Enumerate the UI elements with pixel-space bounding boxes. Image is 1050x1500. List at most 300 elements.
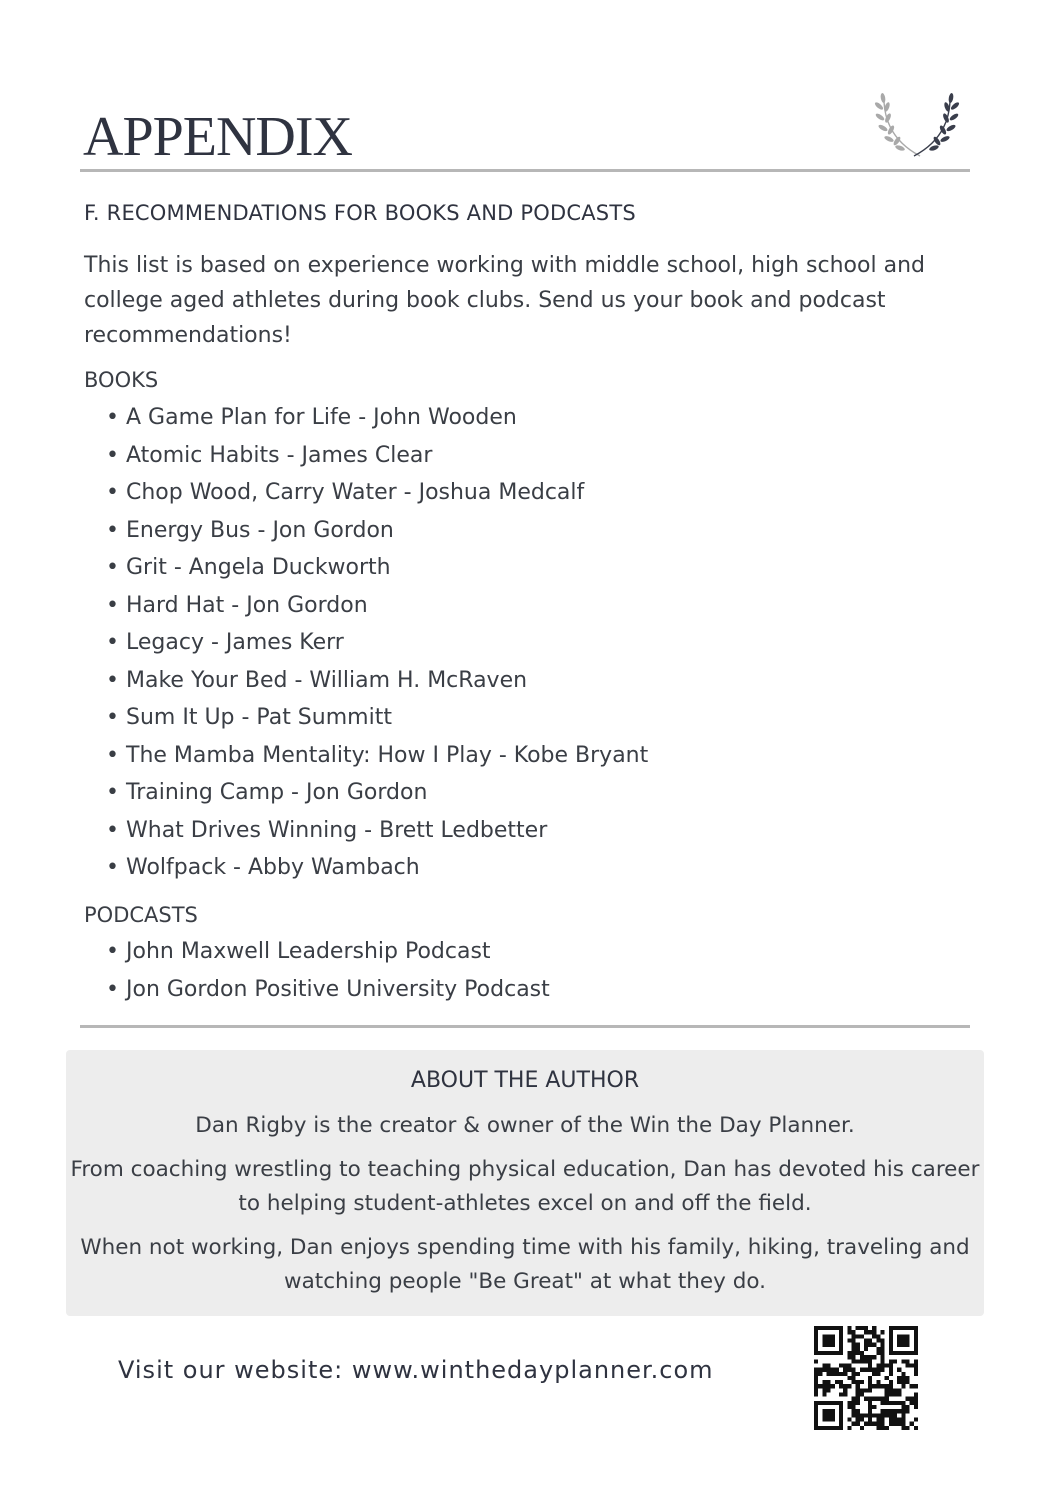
qr-module [826, 1380, 830, 1384]
qr-module [818, 1368, 822, 1372]
qr-module [860, 1413, 864, 1417]
qr-module [868, 1397, 872, 1401]
qr-module [864, 1343, 868, 1347]
book-title: Chop Wood, Carry Water - Joshua Medcalf [126, 480, 585, 505]
qr-module [914, 1426, 918, 1430]
qr-module [881, 1347, 885, 1351]
list-item [106, 512, 648, 550]
qr-module [860, 1334, 864, 1338]
qr-module [826, 1363, 830, 1367]
qr-module [901, 1401, 905, 1405]
list-item [106, 933, 550, 971]
list-item [106, 774, 648, 812]
qr-module [868, 1359, 872, 1363]
list-item [106, 399, 648, 437]
qr-module [885, 1376, 889, 1380]
qr-code-icon[interactable] [814, 1326, 918, 1430]
qr-module [860, 1359, 864, 1363]
qr-module [872, 1343, 876, 1347]
qr-module [868, 1343, 872, 1347]
qr-module [839, 1384, 843, 1388]
qr-module [864, 1422, 868, 1426]
qr-module [847, 1401, 851, 1405]
section-intro: This list is based on experience working with middle school, high school and college aged athletes during book clubs. Send us your book and podcast recommendations! [84, 253, 925, 348]
qr-module [872, 1334, 876, 1338]
qr-module [881, 1351, 885, 1355]
qr-module [851, 1351, 855, 1355]
qr-module [856, 1372, 860, 1376]
qr-module [889, 1368, 893, 1372]
qr-module [814, 1372, 818, 1376]
qr-module [835, 1380, 839, 1384]
qr-module [847, 1405, 851, 1409]
qr-module [822, 1363, 826, 1367]
qr-module [822, 1368, 826, 1372]
qr-module [831, 1372, 835, 1376]
qr-module [901, 1384, 905, 1388]
qr-module [881, 1384, 885, 1388]
qr-module [847, 1368, 851, 1372]
qr-module [897, 1388, 901, 1392]
about-author-box [66, 1050, 984, 1316]
qr-module [868, 1384, 872, 1388]
bullet: • [106, 976, 119, 1002]
qr-module [910, 1422, 914, 1426]
qr-module [901, 1409, 905, 1413]
qr-module [889, 1418, 893, 1422]
qr-module [889, 1422, 893, 1426]
qr-module [881, 1330, 885, 1334]
qr-module [906, 1405, 910, 1409]
qr-module [876, 1351, 880, 1355]
qr-module [851, 1376, 855, 1380]
qr-module [856, 1359, 860, 1363]
qr-module [906, 1359, 910, 1363]
bullet: • [106, 405, 119, 430]
book-title: Grit - Angela Duckworth [126, 555, 391, 580]
podcasts-label: PODCASTS [84, 903, 198, 927]
bullet: • [106, 817, 119, 843]
qr-module [843, 1384, 847, 1388]
list-item [106, 662, 648, 700]
qr-module [889, 1393, 893, 1397]
qr-module [881, 1363, 885, 1367]
qr-module [889, 1388, 893, 1392]
qr-module [881, 1409, 885, 1413]
books-list [106, 399, 648, 887]
qr-module [881, 1413, 885, 1417]
qr-module [814, 1384, 818, 1388]
book-title: Hard Hat - Jon Gordon [126, 592, 368, 618]
bullet: • [106, 442, 119, 468]
qr-module [876, 1338, 880, 1342]
qr-module [893, 1388, 897, 1392]
qr-module [876, 1372, 880, 1376]
qr-module [872, 1422, 876, 1426]
qr-module [914, 1405, 918, 1409]
qr-module [906, 1397, 910, 1401]
qr-module [851, 1397, 855, 1401]
qr-module [914, 1363, 918, 1367]
qr-module [876, 1368, 880, 1372]
qr-module [881, 1422, 885, 1426]
qr-module [826, 1368, 830, 1372]
qr-module [881, 1355, 885, 1359]
qr-module [872, 1397, 876, 1401]
qr-module [876, 1413, 880, 1417]
podcast-title: John Maxwell Leadership Podcast [126, 939, 491, 964]
book-title: Sum It Up - Pat Summitt [126, 705, 392, 730]
book-title: Wolfpack - Abby Wambach [126, 855, 420, 880]
qr-module [860, 1426, 864, 1430]
qr-module [814, 1388, 818, 1392]
qr-module [910, 1397, 914, 1401]
list-item [106, 971, 550, 1009]
qr-module [839, 1372, 843, 1376]
qr-module [851, 1359, 855, 1363]
qr-module [901, 1426, 905, 1430]
qr-module [876, 1397, 880, 1401]
book-title: A Game Plan for Life - John Wooden [126, 405, 517, 430]
bullet: • [106, 480, 119, 505]
qr-module [868, 1330, 872, 1334]
qr-module [860, 1418, 864, 1422]
qr-module [872, 1368, 876, 1372]
qr-module [831, 1384, 835, 1388]
qr-module [864, 1388, 868, 1392]
qr-module [881, 1343, 885, 1347]
qr-module [851, 1347, 855, 1351]
qr-module [860, 1393, 864, 1397]
qr-module [851, 1343, 855, 1347]
qr-module [889, 1372, 893, 1376]
qr-module [818, 1384, 822, 1388]
qr-module [876, 1384, 880, 1388]
qr-module [864, 1397, 868, 1401]
qr-module [872, 1326, 876, 1330]
header-divider [80, 169, 970, 172]
qr-module [856, 1384, 860, 1388]
qr-module [868, 1401, 872, 1405]
qr-module [901, 1372, 905, 1376]
qr-module [906, 1363, 910, 1367]
qr-module [843, 1368, 847, 1372]
about-paragraph: When not working, Dan enjoys spending time with his family, hiking, traveling and watching people "Be Great" at what they do. [80, 1235, 970, 1294]
qr-module [856, 1401, 860, 1405]
qr-module [860, 1351, 864, 1355]
qr-module [914, 1393, 918, 1397]
qr-module [856, 1418, 860, 1422]
qr-module [876, 1426, 880, 1430]
qr-module [893, 1359, 897, 1363]
books-label: BOOKS [84, 368, 159, 392]
bullet: • [106, 667, 119, 693]
qr-module [851, 1405, 855, 1409]
qr-module [914, 1418, 918, 1422]
qr-module [864, 1359, 868, 1363]
qr-module [851, 1355, 855, 1359]
qr-module [910, 1363, 914, 1367]
bullet: • [106, 742, 119, 768]
qr-module [889, 1413, 893, 1417]
qr-module [868, 1413, 872, 1417]
qr-module [906, 1380, 910, 1384]
qr-module [885, 1397, 889, 1401]
qr-module [881, 1426, 885, 1430]
qr-module [914, 1372, 918, 1376]
qr-module [839, 1380, 843, 1384]
qr-module [872, 1384, 876, 1388]
qr-module [897, 1418, 901, 1422]
qr-module [914, 1397, 918, 1401]
about-paragraph: Dan Rigby is the creator & owner of the Win the Day Planner. [195, 1113, 855, 1138]
book-title: What Drives Winning - Brett Ledbetter [126, 817, 548, 843]
qr-module [901, 1422, 905, 1426]
qr-module [864, 1413, 868, 1417]
qr-module [872, 1330, 876, 1334]
book-title: Legacy - James Kerr [126, 630, 344, 655]
book-title: Atomic Habits - James Clear [126, 442, 433, 468]
qr-module [897, 1393, 901, 1397]
qr-module [822, 1384, 826, 1388]
bullet: • [106, 780, 119, 805]
qr-module [864, 1368, 868, 1372]
qr-module [860, 1380, 864, 1384]
qr-module [818, 1372, 822, 1376]
qr-module [876, 1418, 880, 1422]
qr-module [847, 1326, 851, 1330]
qr-module [856, 1326, 860, 1330]
qr-module [868, 1363, 872, 1367]
qr-module [851, 1330, 855, 1334]
qr-module [847, 1426, 851, 1430]
book-title: Energy Bus - Jon Gordon [126, 517, 394, 543]
qr-module [856, 1388, 860, 1392]
qr-module [893, 1418, 897, 1422]
content-divider [80, 1025, 970, 1028]
qr-module [847, 1351, 851, 1355]
qr-module [814, 1359, 818, 1363]
bullet: • [106, 939, 119, 964]
qr-module [872, 1413, 876, 1417]
qr-module [889, 1409, 893, 1413]
qr-module [893, 1393, 897, 1397]
qr-module [843, 1393, 847, 1397]
podcasts-list [106, 933, 550, 1008]
qr-module [856, 1409, 860, 1413]
qr-module [814, 1368, 818, 1372]
qr-module [914, 1401, 918, 1405]
qr-module [910, 1384, 914, 1388]
qr-module [851, 1401, 855, 1405]
qr-module [885, 1363, 889, 1367]
qr-module [901, 1405, 905, 1409]
bullet: • [106, 555, 119, 580]
qr-module [822, 1388, 826, 1392]
about-heading: ABOUT THE AUTHOR [410, 1068, 640, 1093]
qr-module [876, 1334, 880, 1338]
qr-module [814, 1380, 818, 1384]
bullet: • [106, 630, 119, 655]
list-item [106, 437, 648, 475]
qr-module [856, 1413, 860, 1417]
book-title: The Mamba Mentality: How I Play - Kobe Bryant [126, 742, 649, 768]
qr-module [851, 1338, 855, 1342]
qr-module [851, 1413, 855, 1417]
qr-module [856, 1422, 860, 1426]
podcast-title: Jon Gordon Positive University Podcast [126, 976, 550, 1002]
qr-module [839, 1363, 843, 1367]
qr-module [851, 1372, 855, 1376]
qr-module [906, 1409, 910, 1413]
qr-module [872, 1372, 876, 1376]
qr-module [868, 1418, 872, 1422]
qr-module [885, 1384, 889, 1388]
qr-module [868, 1422, 872, 1426]
qr-module [826, 1372, 830, 1376]
list-item [106, 699, 648, 737]
qr-module [864, 1330, 868, 1334]
qr-module [839, 1393, 843, 1397]
qr-module [847, 1330, 851, 1334]
qr-module [885, 1413, 889, 1417]
qr-module [847, 1418, 851, 1422]
qr-module [893, 1401, 897, 1405]
list-item [106, 624, 648, 662]
qr-module [910, 1401, 914, 1405]
qr-module [843, 1388, 847, 1392]
qr-module [843, 1363, 847, 1367]
qr-module [835, 1372, 839, 1376]
qr-module [897, 1422, 901, 1426]
qr-module [876, 1363, 880, 1367]
website-link[interactable]: Visit our website: www.winthedayplanner.com [118, 1356, 714, 1384]
qr-module [901, 1413, 905, 1417]
list-item [106, 549, 648, 587]
qr-module [864, 1347, 868, 1351]
qr-module [906, 1376, 910, 1380]
qr-module [897, 1401, 901, 1405]
list-item [106, 849, 648, 887]
qr-module [851, 1422, 855, 1426]
qr-module [872, 1355, 876, 1359]
qr-module [860, 1388, 864, 1392]
qr-module [814, 1376, 818, 1380]
qr-module [822, 1393, 826, 1397]
qr-module [847, 1376, 851, 1380]
qr-module [872, 1405, 876, 1409]
qr-module [814, 1393, 818, 1397]
bullet: • [106, 705, 119, 730]
qr-module [868, 1388, 872, 1392]
qr-module [868, 1405, 872, 1409]
about-paragraph: From coaching wrestling to teaching physical education, Dan has devoted his career to helping student-athletes excel on and off the field. [70, 1157, 980, 1216]
qr-module [847, 1338, 851, 1342]
qr-module [897, 1368, 901, 1372]
qr-module [856, 1334, 860, 1338]
qr-module [864, 1355, 868, 1359]
qr-module [881, 1418, 885, 1422]
qr-module [885, 1388, 889, 1392]
bullet: • [106, 592, 119, 618]
bullet: • [106, 855, 119, 880]
qr-module [906, 1426, 910, 1430]
qr-module [847, 1384, 851, 1388]
list-item [106, 474, 648, 512]
qr-module [826, 1384, 830, 1388]
qr-module [893, 1413, 897, 1417]
qr-module [822, 1380, 826, 1384]
qr-module [889, 1384, 893, 1388]
bullet: • [106, 517, 119, 543]
qr-module [876, 1347, 880, 1351]
qr-module [881, 1338, 885, 1342]
qr-module [856, 1397, 860, 1401]
qr-module [885, 1401, 889, 1405]
qr-module [826, 1388, 830, 1392]
qr-module [856, 1380, 860, 1384]
qr-module [851, 1409, 855, 1413]
qr-module [851, 1368, 855, 1372]
book-title: Training Camp - Jon Gordon [126, 780, 428, 805]
qr-module [856, 1351, 860, 1355]
qr-module [876, 1422, 880, 1426]
qr-module [901, 1418, 905, 1422]
qr-module [881, 1397, 885, 1401]
qr-module [897, 1409, 901, 1413]
qr-module [831, 1368, 835, 1372]
qr-module [864, 1326, 868, 1330]
qr-module [889, 1380, 893, 1384]
qr-module [889, 1363, 893, 1367]
page-title: APPENDIX [83, 106, 352, 168]
qr-module [893, 1422, 897, 1426]
section-heading: F. RECOMMENDATIONS FOR BOOKS AND PODCASTS [84, 201, 636, 225]
qr-module [889, 1359, 893, 1363]
qr-module [856, 1343, 860, 1347]
qr-module [860, 1326, 864, 1330]
qr-module [901, 1380, 905, 1384]
qr-module [868, 1355, 872, 1359]
qr-module [860, 1355, 864, 1359]
qr-module [885, 1409, 889, 1413]
qr-module [856, 1347, 860, 1351]
qr-module [897, 1376, 901, 1380]
qr-module [889, 1401, 893, 1405]
qr-module [868, 1380, 872, 1384]
qr-module [885, 1426, 889, 1430]
qr-module [914, 1384, 918, 1388]
list-item [106, 812, 648, 850]
qr-module [868, 1376, 872, 1380]
qr-module [843, 1372, 847, 1376]
qr-module [876, 1380, 880, 1384]
qr-module [914, 1368, 918, 1372]
laurel-wreath-icon [872, 90, 962, 162]
qr-module [851, 1380, 855, 1384]
qr-module [835, 1368, 839, 1372]
qr-module [881, 1368, 885, 1372]
qr-module [914, 1359, 918, 1363]
qr-module [881, 1401, 885, 1405]
qr-module [885, 1393, 889, 1397]
qr-module [901, 1359, 905, 1363]
qr-module [901, 1376, 905, 1380]
list-item [106, 587, 648, 625]
qr-module [893, 1409, 897, 1413]
qr-module [864, 1338, 868, 1342]
qr-module [851, 1334, 855, 1338]
